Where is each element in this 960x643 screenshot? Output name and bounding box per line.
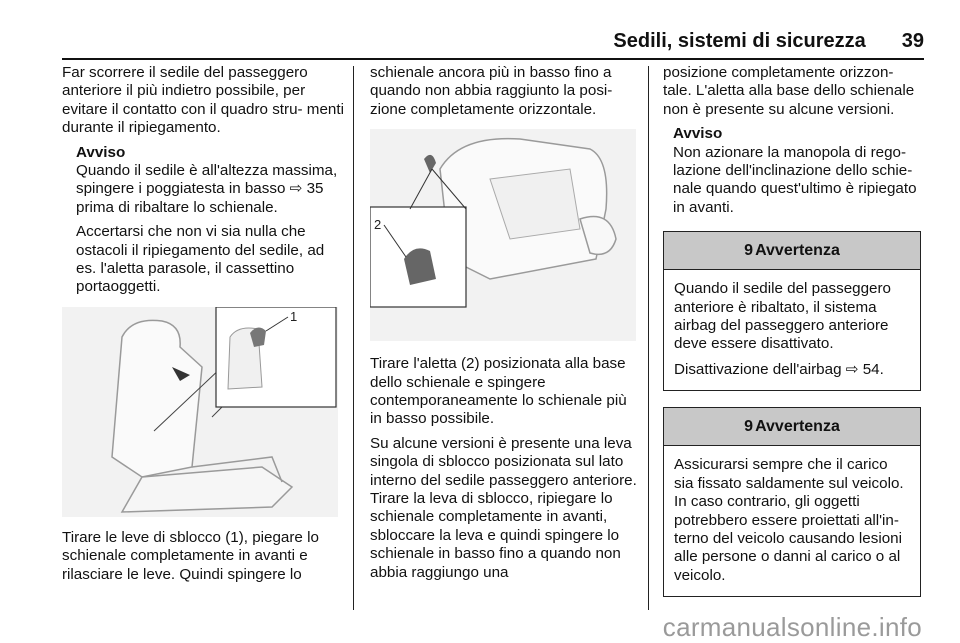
figure-callout-label: 2 bbox=[374, 217, 382, 233]
paragraph: Far scorrere il sedile del passeggero anteriore il più indietro possibile, per evitare il contatto con il quadro stru‐ menti durante il ripiegamento. bbox=[62, 64, 344, 137]
arrow-right-icon: ⇨ bbox=[845, 360, 859, 378]
warning-box-airbag bbox=[663, 231, 921, 391]
watermark-text: carmanualsonline.info bbox=[662, 612, 922, 642]
warning-icon: 9 bbox=[744, 241, 754, 259]
note-box bbox=[673, 125, 925, 217]
warning-text: Quando il sedile del passeggero anteriore è ribaltato, il sistema airbag del passeggero anteriore deve essere disattivato. bbox=[674, 280, 891, 353]
seat-tab-illustration bbox=[370, 129, 636, 341]
column-2 bbox=[370, 64, 638, 588]
section-title: Sedili, sistemi di sicurezza bbox=[613, 30, 866, 52]
warning-header bbox=[664, 232, 920, 270]
column-3 bbox=[663, 64, 925, 597]
page-number: 39 bbox=[901, 30, 924, 52]
figure-backrest-tab bbox=[370, 129, 636, 341]
column-divider-1 bbox=[353, 66, 354, 610]
note-text: Quando il sedile è all'altezza massima, spingere i poggiatesta in basso ⇨ 35 prima di ribaltare lo schienale. bbox=[76, 162, 338, 216]
warning-text: Assicurarsi sempre che il carico sia fissato saldamente sul veicolo. In caso contrario, gli oggetti potrebbero essere proiettati all'in‐ terno del veicolo causando lesioni alle persone o danni al carico o al veicolo. bbox=[674, 456, 904, 584]
warning-icon: 9 bbox=[744, 417, 754, 435]
paragraph: schienale ancora più in basso fino a quando non abbia raggiunto la posi‐ zione completamente orizzontale. bbox=[370, 64, 613, 118]
page-header bbox=[62, 30, 924, 53]
paragraph: Su alcune versioni è presente una leva singola di sblocco posizionata sul lato interno del sedile passeggero anteriore. Tirare la leva di sblocco, ripiegare lo schienale completamente in avanti, sbloccare la leva e quindi spingere lo schienale in basso fino a quando non abbia raggiungo una bbox=[370, 434, 637, 581]
paragraph: Tirare le leve di sblocco (1), piegare lo schienale completamente in avanti e rilasciare le leve. Quindi spingere lo bbox=[62, 528, 319, 583]
seat-illustration bbox=[62, 307, 338, 517]
figure-callout-label: 1 bbox=[290, 308, 298, 324]
warning-title: Avvertenza bbox=[755, 241, 840, 259]
figure-seat-release-levers bbox=[62, 307, 338, 517]
warning-title: Avvertenza bbox=[755, 417, 840, 435]
warning-box-cargo bbox=[663, 407, 921, 597]
note-text: Non azionare la manopola di rego‐ lazione dell'inclinazione dello schie‐ nale quando quest'ultimo è ripiegato in avanti. bbox=[673, 143, 917, 216]
note-title: Avviso bbox=[673, 125, 723, 143]
header-rule bbox=[62, 58, 924, 60]
arrow-right-icon: ⇨ bbox=[289, 180, 303, 198]
warning-header bbox=[664, 408, 920, 446]
note-box bbox=[76, 144, 347, 297]
warning-body bbox=[664, 446, 920, 596]
paragraph: Tirare l'aletta (2) posizionata alla base dello schienale e spingere contemporaneamente lo schienale più in basso possibile. bbox=[370, 355, 627, 428]
column-1 bbox=[62, 64, 347, 590]
note-title: Avviso bbox=[76, 143, 126, 161]
note-text: Accertarsi che non vi sia nulla che ostacoli il ripiegamento del sedile, ad es. l'aletta parasole, il cassettino portaoggetti. bbox=[76, 223, 325, 296]
warning-body bbox=[664, 270, 920, 390]
warning-text: Disattivazione dell'airbag ⇨ 54. bbox=[674, 360, 884, 378]
paragraph: posizione completamente orizzon‐ tale. L'aletta alla base dello schienale non è presente su alcune versioni. bbox=[663, 64, 915, 118]
column-divider-2 bbox=[648, 66, 649, 610]
